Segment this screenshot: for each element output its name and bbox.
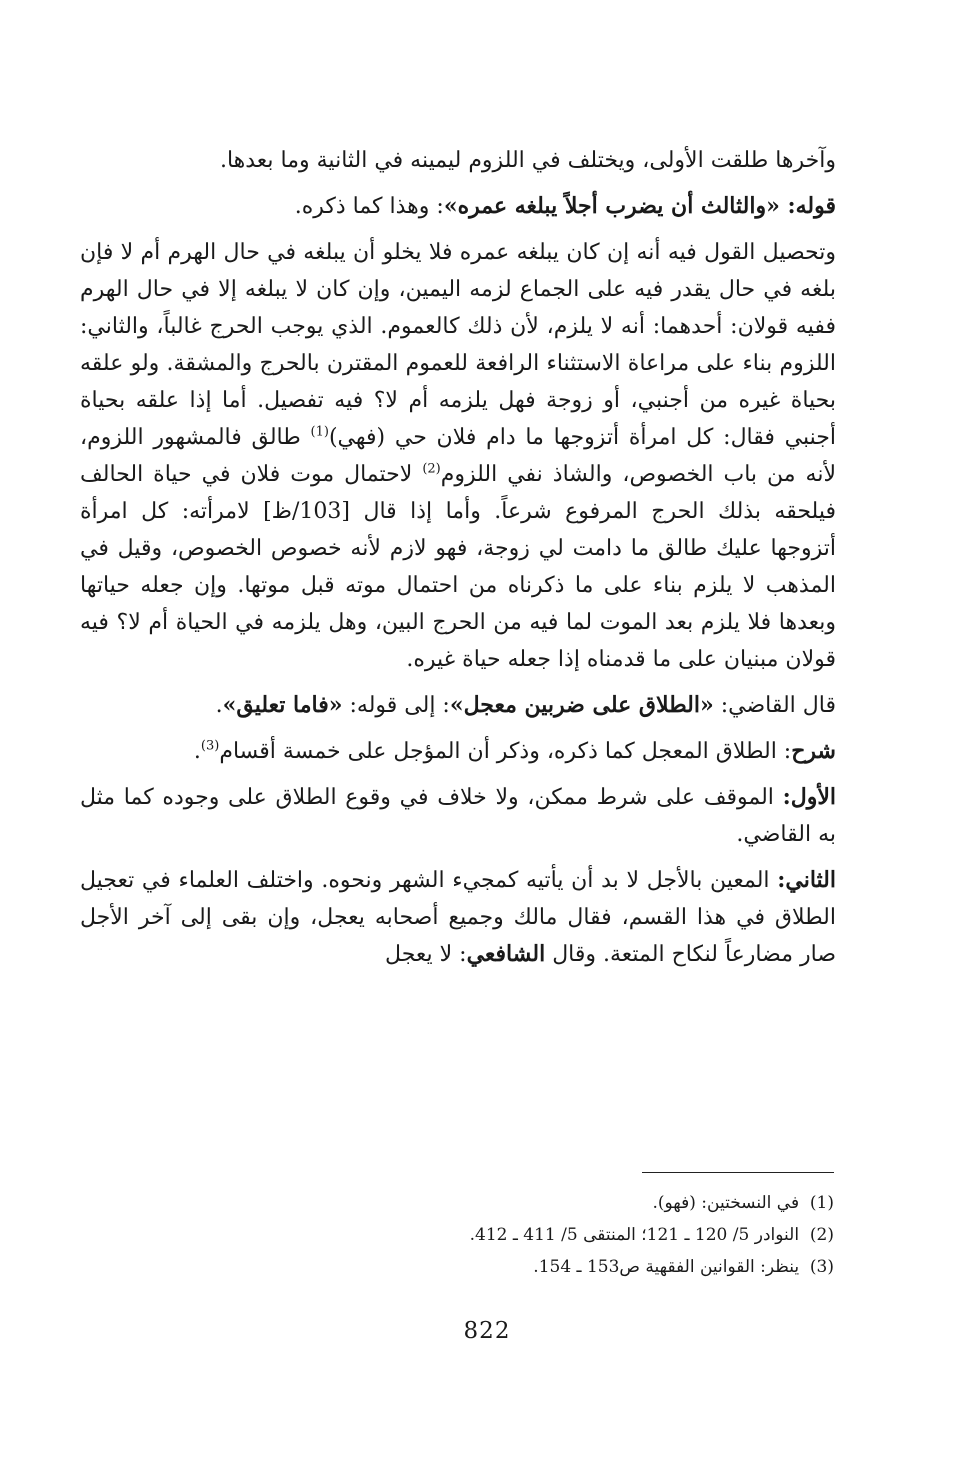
footnote-number: (2): [809, 1225, 834, 1245]
paragraph-2: [80, 188, 836, 225]
quoted-matn: «فاما تعليق»: [222, 692, 343, 718]
quoted-matn: «والثالث أن يضرب أجلاً يبلغه عمره»: [443, 193, 780, 219]
footnote-1: [200, 1187, 834, 1219]
quoted-matn: «الطلاق على ضربين معجل»: [449, 692, 714, 718]
main-text: [80, 142, 836, 982]
text-run: وآخرها طلقت الأولى، ويختلف في اللزوم ليمينه في الثانية وما بعدها.: [219, 148, 836, 173]
paragraph-5: [80, 733, 836, 770]
footnote-2: [200, 1219, 834, 1251]
footnote-divider: [642, 1172, 834, 1173]
bold-lead: الثاني:: [777, 867, 836, 893]
text-run: قال القاضي:: [713, 693, 836, 718]
text-run: طالق فالمشهور اللزوم، لأنه من باب الخصوص، والشاذ نفي اللزوم: [80, 425, 837, 487]
text-run: : وهذا كما ذكره.: [294, 194, 444, 219]
paragraph-7: [80, 862, 836, 973]
text-run: الموقف على شرط ممكن، ولا خلاف في وقوع الطلاق على وجوده كما مثل به القاضي.: [80, 785, 836, 847]
text-run: وتحصيل القول فيه أنه إن كان يبلغه عمره فلا يخلو أن يبلغه في حال الهرم أم لا فإن بلغه في حال يقدر فيه على الجماع لزمه اليمين، وإن كان لا يبلغه إلا في حال الهرم ففيه قولان: أحدهما: أنه لا يلزم، لأن ذلك كالعموم. الذي يوجب الحرج غالباً، والثاني: اللزوم بناء على مراعاة الاستثناء الرافعة للعموم المقترن بالحرج والمشقة. ولو علقه بحياة غيره من أجنبي، أو زوجة فهل يلزمه أم لا؟ فيه تفصيل. أما إذا علقه بحياة أجنبي فقال: كل امرأة أتزوجها ما دام فلان حي (فهي): [80, 240, 836, 450]
text-run: .: [193, 739, 201, 764]
footnote-number: (3): [809, 1257, 834, 1277]
text-run: : الطلاق المعجل كما ذكره، وذكر أن المؤجل على خمسة أقسام: [219, 739, 792, 764]
text-run: : لا يعجل: [385, 942, 467, 967]
footnote-text: ينظر: القوانين الفقهية ص153 ـ 154.: [533, 1257, 800, 1277]
text-run: المعين بالأجل لا بد أن يأتيه كمجيء الشهر ونحوه. واختلف العلماء في تعجيل الطلاق في هذا القسم، فقال مالك وجميع أصحابه يعجل، وإن بقى إلى آخر الأجل صار مضارعاً لنكاح المتعة. وقال: [80, 868, 836, 967]
paragraph-6: [80, 779, 836, 853]
paragraph-4: [80, 687, 836, 724]
text-run: .: [215, 693, 223, 718]
bold-lead: الأول:: [782, 784, 836, 810]
footnote-3: [200, 1251, 834, 1283]
bold-name: الشافعي: [466, 941, 546, 967]
text-run: لاحتمال موت فلان في حياة الحالف فيلحقه بذلك الحرج المرفوع شرعاً. وأما إذا قال [103/ظ] لامرأته: كل امرأة أتزوجها عليك طالق ما دامت لي زوجة، فهو لازم لأنه خصوص الخصوص، وقيل في المذهب لا يلزم بناء على ما ذكرناه من احتمال موته قبل موتها. وإن جعله حياتها وبعدها فلا يلزم بعد الموت لما فيه من الحرج البين، وهل يلزمه في الحياة أم لا؟ فيه قولان مبنيان على ما قدمناه إذا جعله حياة غيره.: [80, 462, 836, 672]
page-number: 822: [463, 1318, 511, 1344]
text-run: : إلى قوله:: [342, 693, 450, 718]
footnote-number: (1): [809, 1193, 834, 1213]
bold-lead: قوله:: [779, 193, 836, 219]
footnote-ref-2: (2): [422, 461, 441, 477]
footnote-ref-1: (1): [310, 424, 329, 440]
paragraph-1: [80, 142, 836, 179]
footnotes: [200, 1187, 834, 1283]
footnote-text: النوادر 5/ 120 ـ 121؛ المنتقى 5/ 411 ـ 412.: [469, 1225, 800, 1245]
footnote-ref-3: (3): [200, 738, 220, 754]
bold-lead: شرح: [791, 738, 836, 764]
footnote-text: في النسختين: (فهو).: [652, 1193, 800, 1213]
paragraph-3: [80, 234, 836, 678]
